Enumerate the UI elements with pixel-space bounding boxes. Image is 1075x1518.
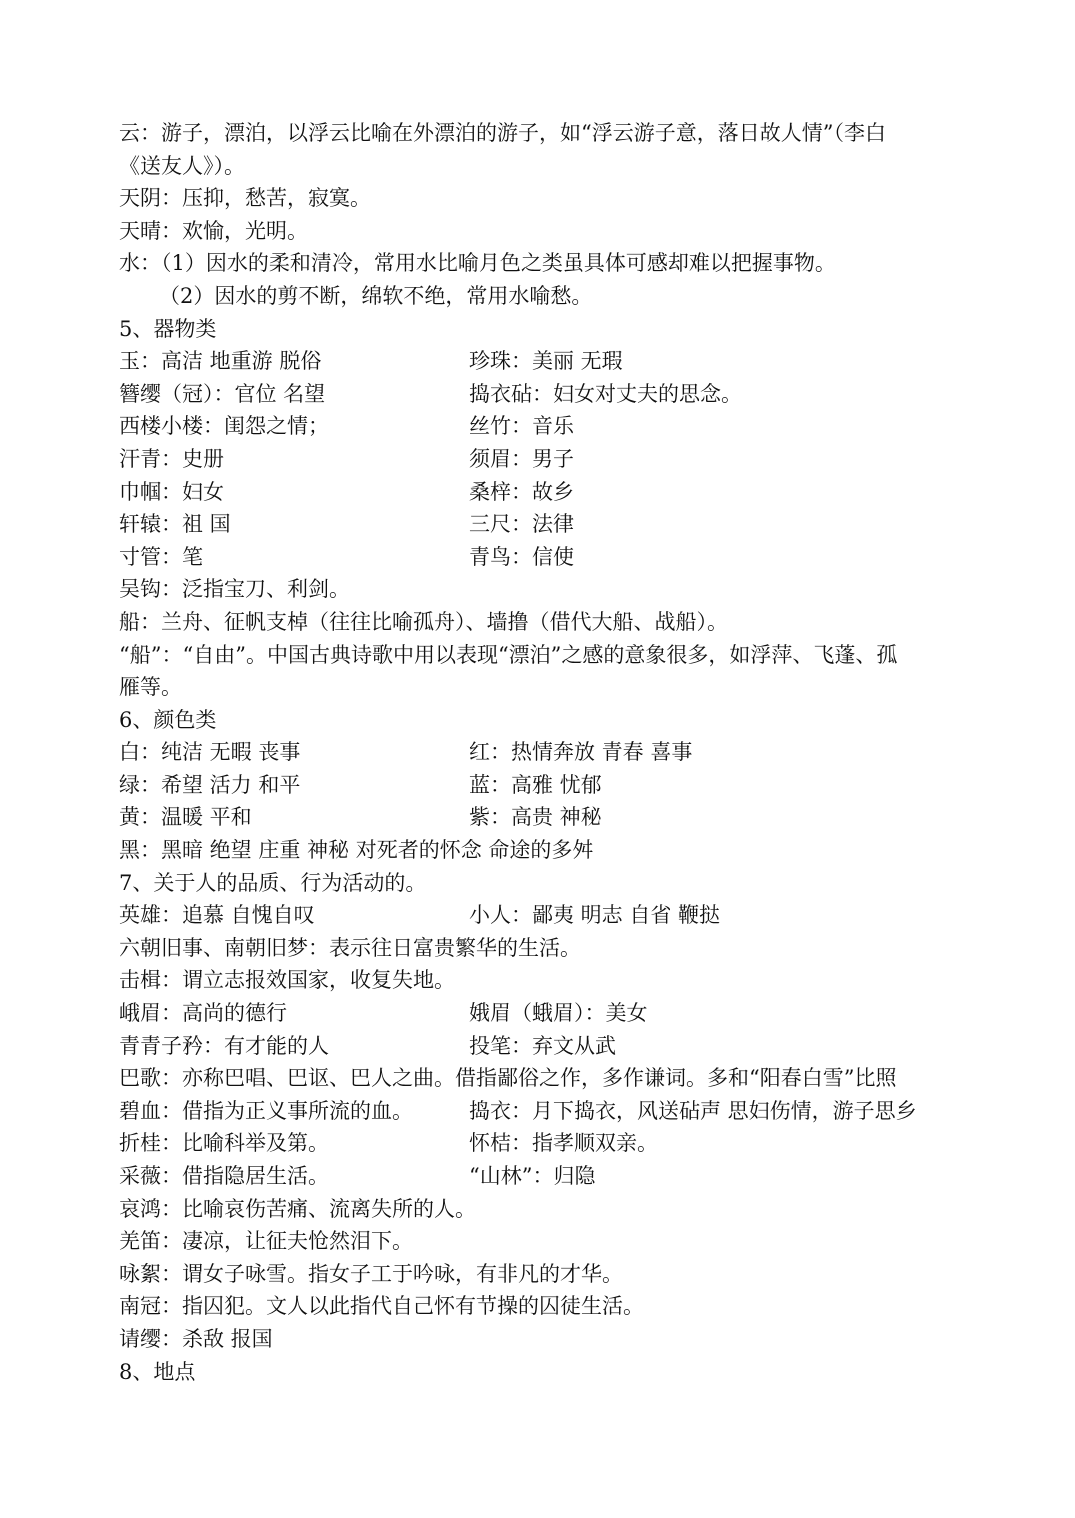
- left-entry: 巾帼：妇女: [119, 479, 224, 504]
- left-entry: 碧血：借指为正义事所流的血。: [119, 1098, 413, 1123]
- two-column-row: [119, 801, 969, 834]
- section-heading: 8、地点: [119, 1359, 196, 1384]
- right-entry: 三尺：法律: [469, 512, 574, 537]
- text-line: 天阴：压抑，愁苦，寂寞。: [119, 186, 371, 211]
- two-column-row: [119, 443, 969, 476]
- two-column-row: [119, 899, 969, 932]
- two-column-row: [119, 997, 969, 1030]
- right-entry: 须眉：男子: [469, 446, 574, 471]
- two-column-row: [119, 476, 969, 509]
- text-line: 云：游子，漂泊，以浮云比喻在外漂泊的游子，如“浮云游子意，落日故人情”（李白: [119, 121, 886, 145]
- text-line: 羌笛：凄凉，让征夫怆然泪下。: [119, 1229, 413, 1254]
- left-entry: 簪缨（冠）：官位 名望: [119, 381, 326, 406]
- text-line: 天晴：欢愉，光明。: [119, 218, 308, 243]
- left-entry: 英雄：追慕 自愧自叹: [119, 903, 315, 928]
- left-entry: 绿：希望 活力 和平: [119, 772, 301, 797]
- right-entry: 怀桔：指孝顺双亲。: [469, 1131, 658, 1156]
- left-entry: 西楼小楼：闺怨之情；: [119, 414, 329, 439]
- section-heading: 5、器物类: [119, 316, 217, 341]
- right-entry: 青鸟：信使: [469, 544, 574, 569]
- section-heading: 7、关于人的品质、行为活动的。: [119, 870, 427, 895]
- text-line: （2）因水的剪不断，绵软不绝，常用水喻愁。: [159, 283, 593, 308]
- two-column-row: [119, 1127, 969, 1160]
- right-entry: “山林”：归隐: [469, 1164, 596, 1188]
- right-entry: 紫：高贵 神秘: [469, 805, 602, 830]
- two-column-row: [119, 1095, 969, 1128]
- left-entry: 汗青：史册: [119, 446, 224, 471]
- two-column-row: [119, 508, 969, 541]
- text-line: 咏絮：谓女子咏雪。指女子工于吟咏，有非凡的才华。: [119, 1261, 623, 1286]
- right-entry: 捣衣砧：妇女对丈夫的思念。: [469, 381, 742, 406]
- two-column-row: [119, 769, 969, 802]
- left-entry: 青青子矜：有才能的人: [119, 1033, 329, 1058]
- text-line: 雁等。: [119, 675, 182, 700]
- two-column-row: [119, 378, 969, 411]
- text-line: 水：（1）因水的柔和清冷，常用水比喻月色之类虽具体可感却难以把握事物。: [119, 251, 836, 276]
- right-entry: 娥眉（蛾眉）：美女: [469, 1001, 648, 1026]
- right-entry: 桑梓：故乡: [469, 479, 574, 504]
- left-entry: 折桂：比喻科举及第。: [119, 1131, 329, 1156]
- right-entry: 小人：鄙夷 明志 自省 鞭挞: [469, 903, 721, 928]
- left-entry: 玉：高洁 地重游 脱俗: [119, 349, 322, 374]
- left-entry: 白：纯洁 无暇 丧事: [119, 740, 301, 765]
- text-line: 六朝旧事、南朝旧梦：表示往日富贵繁华的生活。: [119, 935, 581, 960]
- two-column-row: [119, 345, 969, 378]
- text-line: 击楫：谓立志报效国家，收复失地。: [119, 968, 455, 993]
- text-line: 巴歌：亦称巴唱、巴讴、巴人之曲。借指鄙俗之作，多作谦词。多和“阳春白雪”比照: [119, 1066, 897, 1091]
- right-entry: 珍珠：美丽 无瑕: [469, 349, 623, 374]
- left-entry: 寸管：笔: [119, 544, 203, 569]
- text-line: 船：兰舟、征帆支棹（往往比喻孤舟）、墙撸（借代大船、战船）。: [119, 609, 728, 634]
- two-column-row: [119, 736, 969, 769]
- two-column-row: [119, 410, 969, 443]
- right-entry: 捣衣：月下捣衣，风送砧声 思妇伤情，游子思乡: [469, 1098, 917, 1123]
- left-entry: 轩辕：祖 国: [119, 512, 231, 537]
- two-column-row: [119, 1160, 969, 1193]
- text-line: 南冠：指囚犯。文人以此指代自己怀有节操的囚徒生活。: [119, 1294, 644, 1319]
- left-entry: 采薇：借指隐居生活。: [119, 1164, 329, 1188]
- text-line: 《送友人》）。: [119, 153, 245, 178]
- text-line: 哀鸿：比喻哀伤苦痛、流离失所的人。: [119, 1196, 476, 1221]
- right-entry: 红：热情奔放 青春 喜事: [469, 740, 693, 765]
- left-entry: 黄：温暖 平和: [119, 805, 252, 830]
- left-entry: 峨眉：高尚的德行: [119, 1001, 287, 1026]
- text-line: 黑：黑暗 绝望 庄重 神秘 对死者的怀念 命途的多舛: [119, 838, 594, 863]
- text-line: 请缨：杀敌 报国: [119, 1326, 273, 1351]
- two-column-row: [119, 541, 969, 574]
- section-heading: 6、颜色类: [119, 707, 217, 732]
- text-line: “船”：“自由”。中国古典诗歌中用以表现“漂泊”之感的意象很多，如浮萍、飞蓬、孤: [119, 642, 898, 667]
- right-entry: 投笔：弃文从武: [469, 1033, 616, 1058]
- text-line: 吴钩：泛指宝刀、利剑。: [119, 577, 350, 602]
- document-body: [119, 117, 969, 1388]
- two-column-row: [119, 1030, 969, 1063]
- right-entry: 丝竹：音乐: [469, 414, 574, 439]
- right-entry: 蓝：高雅 忧郁: [469, 772, 602, 797]
